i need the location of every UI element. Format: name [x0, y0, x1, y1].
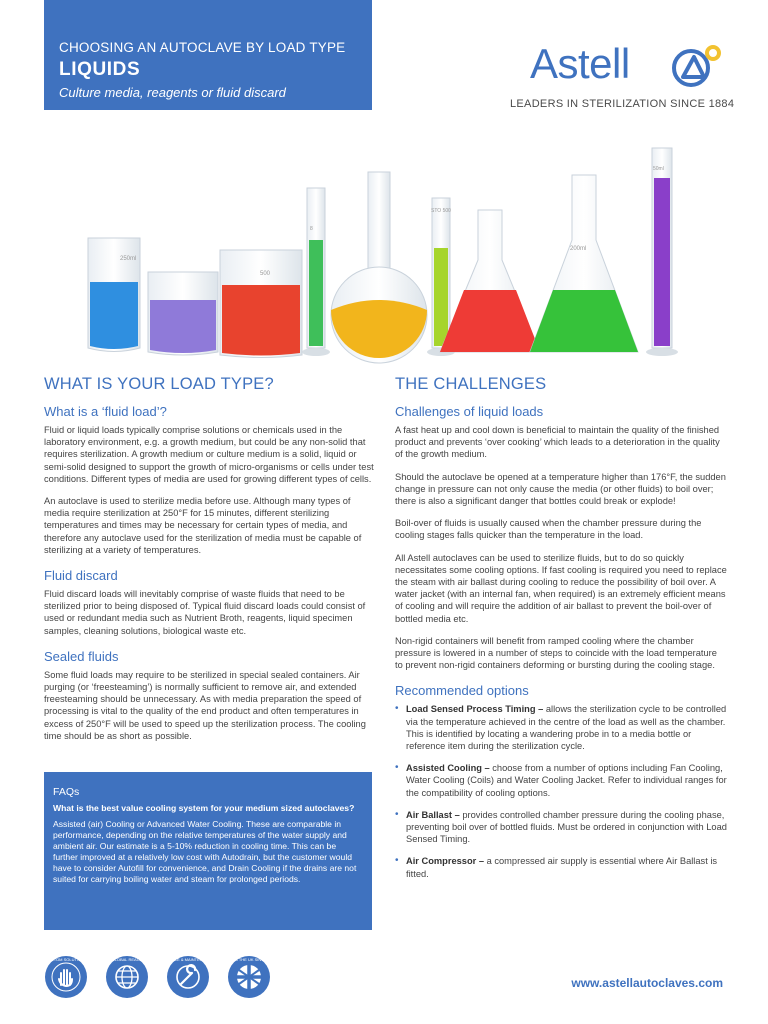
yellow-round-flask: [331, 172, 427, 363]
challenges-paragraph-1: A fast heat up and cool down is beneficial to maintain the quality of the finished product and prevents ‘over cooking’ which leads to a deterioration in the quality of the growth medium.: [395, 425, 720, 460]
logo-tagline: LEADERS IN STERILIZATION SINCE 1884: [510, 98, 735, 110]
challenges-heading: THE CHALLENGES: [395, 375, 547, 393]
option-name: Load Sensed Process Timing –: [406, 704, 544, 715]
globe-icon: [105, 955, 149, 999]
green-cylinder: [302, 188, 330, 356]
option-name: Assisted Cooling –: [406, 763, 490, 774]
list-item: [395, 855, 727, 879]
sealed-fluids-subheading: Sealed fluids: [44, 648, 119, 664]
header-band: [44, 0, 372, 110]
fluid-load-paragraph-1: Fluid or liquid loads typically comprise solutions or chemicals used in the laboratory environment, e.g. a growth medium, but could be any non-solid that requires sterilization. A growth medium or culture medium is a solid, liquid or semi-solid designed to support the growth of micro-organisms or cells under test conditions. Different types of media are used for growing different types of cells.: [44, 425, 374, 484]
svg-text:GLOBAL REACH: GLOBAL REACH: [111, 957, 143, 962]
fluid-discard-paragraph: Fluid discard loads will inevitably comprise of waste fluids that need to be sterilized prior to being disposed of. Typical fluid discard loads could consist of used or redundant media such as Nutrient Broth, reagents, liquid specimen samples, cleaning solutions, biological waste etc.: [44, 589, 366, 636]
fluid-load-paragraph-2: An autoclave is used to sterilize media before use. Although many types of media require sterilization at 250°F for 15 minutes, different sterilizing temperatures and times may be necessary for certain types of media, and therefore any autoclave used for the sterilization of media must be capable of sterilizing at a variety of temperatures.: [44, 496, 362, 555]
challenges-paragraph-3: Boil-over of fluids is usually caused when the chamber pressure during the cooling stages falls quicker than the temperature in the load.: [395, 518, 702, 541]
recommended-options-list: [395, 703, 727, 879]
faq-answer: Assisted (air) Cooling or Advanced Water Cooling. These are comparable in performance, depending on the relative temperatures of the water supply and ambient air. Our estimate is a 5-10% reduction in cooling time. This can be further improved at a relatively low cost with Autodrain, but the customer would have to consider Autofill for convenience, and Drain Cooling if the drains are not suited for carrying boiling water and steam for prolonged periods.: [53, 819, 357, 885]
option-name: Air Compressor –: [406, 856, 485, 867]
purple-beaker: [148, 272, 218, 355]
challenges-paragraph-5: Non-rigid containers will benefit from ramped cooling where the chamber pressure is lowered in a number of steps to coincide with the load temperature to prevent non-rigid containers deforming or bursting during the cooling stage.: [395, 635, 717, 671]
fluid-discard-subheading: Fluid discard: [44, 568, 118, 584]
svg-text:CUSTOM SOLUTIONS: CUSTOM SOLUTIONS: [45, 957, 87, 962]
red-beaker: [220, 250, 302, 358]
page-title: LIQUIDS: [59, 59, 141, 80]
svg-text:STO 500: STO 500: [431, 208, 451, 214]
footer-badges: [44, 955, 284, 1000]
option-name: Air Ballast –: [406, 809, 460, 820]
green-erlenmeyer: [530, 175, 638, 352]
load-type-heading: WHAT IS YOUR LOAD TYPE?: [44, 375, 274, 393]
option-text: a compressed air supply is essential where Air Ballast is fitted.: [406, 856, 718, 879]
faq-box: [44, 772, 372, 930]
header-kicker: CHOOSING AN AUTOCLAVE BY LOAD TYPE: [59, 40, 346, 55]
challenges-paragraph-4: All Astell autoclaves can be used to sterilize fluids, but to do so quickly necessitates some cooling options. If fast cooling is required you need to replace the steam with air ballast during cooling to reduce the possibility of boil over. A water jacket (with an internal fan, when required) is an extremely efficient means of cooling and will require the addition of air ballast to prevent the boil-over of bottled media etc.: [395, 552, 727, 624]
svg-text:SERVICE & MAINTENANCE: SERVICE & MAINTENANCE: [162, 957, 214, 962]
list-item: [395, 703, 727, 752]
blue-beaker: [88, 238, 140, 352]
right-column: [395, 375, 727, 890]
list-item: [395, 762, 727, 799]
option-text: allows the sterilization cycle to be controlled via the temperature achieved in the centre of the load as well as the chamber. This is identified by locating a wandering probe in to a media bottle or reference item during the sterilization cycle.: [406, 704, 727, 752]
faq-question: What is the best value cooling system for your medium sized autoclaves?: [53, 803, 355, 813]
astell-logo: [510, 40, 735, 116]
hand-icon: [44, 955, 88, 999]
purple-cylinder: [646, 148, 678, 356]
left-column: [44, 375, 374, 752]
wrench-icon: [162, 955, 214, 999]
union-jack-icon: [221, 955, 277, 999]
logo-mark-icon: [671, 44, 727, 90]
option-text: provides controlled chamber pressure during the cooling phase, preventing boil over of bottled fluids. Must be ordered in conjunction with Load Sensed Timing.: [406, 809, 727, 845]
sealed-fluids-paragraph: Some fluid loads may require to be sterilized in special sealed containers. Air purging (or ‘freesteaming’) is normally sufficient to remove air, and extended freesteaming should be unnecessary. As with media preparation the speed of processing is vital to the quality of the end product and often temperatures in excess of 250°F will be used to speed up the sterilization process. The cooling time should be as short as possible.: [44, 669, 366, 741]
option-text: choose from a number of options including Fan Cooling, Water Cooling (Coils) and Water Cooling Jacket. Refer to individual ranges for the compatibility of cooling options.: [406, 763, 727, 798]
liquid-challenges-subheading: Challenges of liquid loads: [395, 404, 544, 419]
red-erlenmeyer: [440, 210, 540, 352]
hero-glassware-image: [90, 130, 710, 365]
faq-title: FAQs: [53, 786, 80, 798]
logo-wordmark: Astell: [530, 40, 630, 87]
svg-text:200ml: 200ml: [570, 246, 587, 252]
fluid-load-subheading: What is a ‘fluid load’?: [44, 404, 167, 419]
svg-text:250ml: 250ml: [120, 256, 137, 262]
svg-text:MADE IN THE UK SINCE 1884: MADE IN THE UK SINCE 1884: [221, 957, 277, 962]
page-subtitle: Culture media, reagents or fluid discard: [59, 85, 286, 100]
challenges-paragraph-2: Should the autoclave be opened at a temperature higher than 176°F, the sudden change in pressure can not only cause the media (or other fluids) to boil over; there is also a significant danger that bottles could break or explode!: [395, 471, 726, 507]
svg-text:50ml: 50ml: [653, 166, 664, 172]
list-item: [395, 809, 727, 846]
svg-text:8: 8: [310, 226, 313, 232]
website-link[interactable]: www.astellautoclaves.com: [571, 976, 723, 990]
recommended-options-subheading: Recommended options: [395, 683, 529, 699]
svg-text:500: 500: [260, 271, 271, 277]
